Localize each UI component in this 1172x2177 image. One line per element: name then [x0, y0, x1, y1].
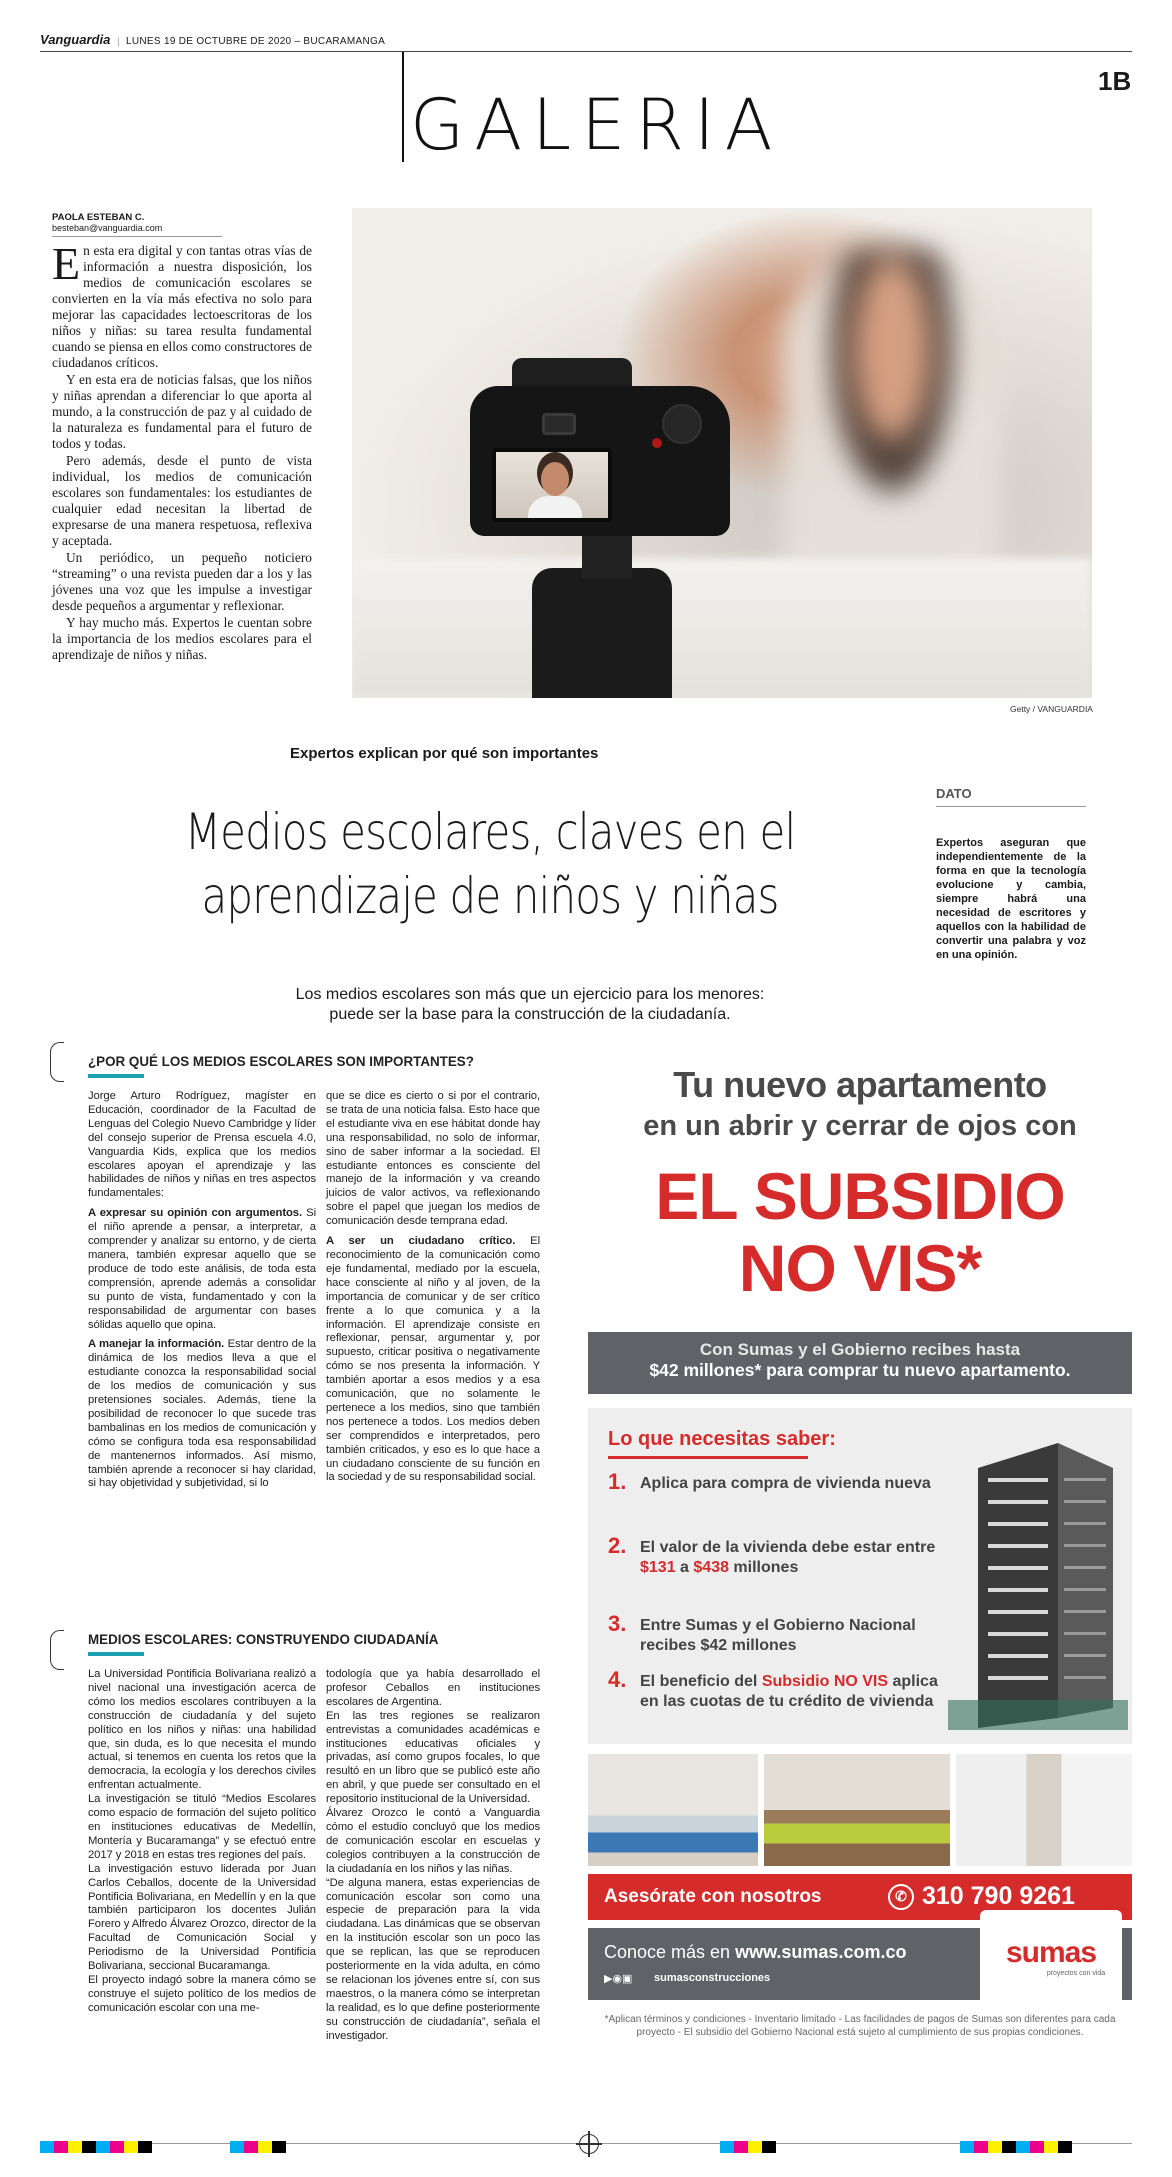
section-bracket	[50, 1042, 64, 1082]
byline-email: besteban@vanguardia.com	[52, 223, 163, 233]
sumas-advertisement[interactable]	[588, 1040, 1132, 2100]
ad-interior-photos	[588, 1754, 1132, 1866]
ad-website-line	[604, 1942, 906, 1963]
sumas-logo	[980, 1910, 1122, 2000]
section2-column-2	[326, 1668, 540, 2043]
section-bracket	[50, 1630, 64, 1670]
section2-heading: MEDIOS ESCOLARES: CONSTRUYENDO CIUDADANÍA	[88, 1632, 439, 1647]
page-number: 1B	[1098, 66, 1132, 96]
section1-column-1	[88, 1090, 316, 1491]
sumas-logo-wordmark: sumas	[1005, 1936, 1097, 1969]
ad-footer	[588, 1928, 1132, 2000]
section2-col2-p3: Álvarez Orozco le contó a Vanguardia cómo el estudio concluyó que los medios de comunicación escolar en escuelas y colegios contribuyen a la construcción de la ciudadanía en los niños y las niñas.	[326, 1807, 540, 1875]
ad-price-max: $438	[693, 1559, 729, 1576]
ad-phone-number[interactable]: 310 790 9261	[922, 1882, 1075, 1910]
color-bar-right	[720, 2140, 776, 2152]
section1-column-2	[326, 1090, 540, 1485]
headline	[129, 800, 851, 928]
ad-item-number: 4.	[608, 1667, 627, 1692]
brand-logo: Vanguardia	[40, 32, 111, 47]
section2-column-1	[88, 1668, 316, 2016]
section2-col2-p2: En las tres regiones se realizaron entrevistas a comunidades académicas e instituciones educativas oficiales y privadas, así como grupos focales, lo que resultó en un libro que se publicó este año en abril, y que puede ser consultado en el repositorio institucional de la Universidad.	[326, 1709, 540, 1806]
section-title: GALERIA	[410, 84, 783, 166]
ad-item-4	[608, 1667, 948, 1712]
section2-col1-p4: El proyecto indagó sobre la manera cómo se construye el sujeto político de los medios de comunicación escolar con una me-	[88, 1973, 316, 2014]
drop-cap: E	[52, 238, 81, 289]
ad-website-link[interactable]: www.sumas.com.co	[735, 1942, 907, 1962]
ad-item-2-text-a: El valor de la vivienda debe estar entre	[640, 1539, 936, 1556]
ad-item-2-text-b: a	[675, 1559, 694, 1576]
social-icons: ▶◉▣	[604, 1973, 633, 1985]
camera-dial	[662, 404, 702, 444]
dato-label: DATO	[936, 786, 972, 801]
subhead-ciudadano: A ser un ciudadano crítico.	[326, 1235, 516, 1248]
building-illustration	[938, 1438, 1128, 1738]
section1-heading: ¿POR QUÉ LOS MEDIOS ESCOLARES SON IMPORTANTES?	[88, 1054, 474, 1069]
headline-line-1: Medios escolares, claves en el	[184, 803, 796, 861]
screen-girl-face	[541, 462, 569, 496]
ad-item-number: 2.	[608, 1533, 627, 1558]
deck	[150, 985, 910, 1025]
ad-price-min: $131	[640, 1559, 676, 1576]
byline-author: PAOLA ESTEBAN C.	[52, 212, 145, 223]
color-bar-left-2	[230, 2140, 286, 2152]
intro-p5: Y hay mucho más. Expertos le cuentan sobre la importancia de los medios escolares para el aprendizaje de niños y niñas.	[52, 615, 312, 662]
ad-item-text	[608, 1667, 948, 1712]
intro-p4: Un periódico, un pequeño noticiero “streaming” o una revista pueden dar a los y las jóvenes una voz que les impulse a investigar desde pequeños a argumentar y reflexionar.	[52, 550, 312, 613]
dato-rule	[936, 806, 1086, 807]
section-rule	[402, 52, 404, 162]
ad-social-handle[interactable]: sumasconstrucciones	[654, 1972, 771, 1984]
subhead-manejar: A manejar la información.	[88, 1338, 225, 1351]
dato-text: Expertos aseguran que independientemente de la forma en que la tecnología evolucione y cambia, siempre habrá una necesidad de escritores y aquellos con la habilidad de convertir una palabra y voz en una opinión.	[936, 837, 1086, 961]
ad-item-1	[608, 1469, 948, 1494]
screen-girl-shirt	[528, 496, 582, 522]
deck-line-2: puede ser la base para la construcción de la ciudadanía.	[329, 1006, 731, 1023]
ad-subsidio-line-2: NO VIS*	[738, 1231, 982, 1305]
intro-p2: Y en esta era de noticias falsas, que los niños y niñas aprendan a diferenciar lo que aporta al mundo, a la construcción de paz y al cuidado de la naturaleza es fundamental para el futuro de todos y todas.	[52, 372, 312, 451]
camera-screen	[492, 448, 612, 522]
intro-p1: n esta era digital y con tantas otras vías de información a nuestra disposición, los medios de comunicación escolares se convierten en la vía más efectiva no solo para mejorar las capacidades lectoescritoras de los niños y niñas: su tarea resulta fundamental cuando se piensa en ellos como constructores de ciudadanos críticos.	[52, 243, 312, 370]
section1-accent-bar	[88, 1074, 144, 1078]
ad-item-text: Entre Sumas y el Gobierno Nacional recibes $42 millones	[640, 1617, 916, 1654]
camera-viewfinder	[542, 413, 576, 435]
byline	[52, 212, 222, 237]
camera-record-dot	[652, 438, 662, 448]
intro-text	[52, 238, 312, 664]
section1-col2-p2	[326, 1235, 540, 1485]
ad-item-2-text-c: millones	[728, 1559, 799, 1576]
camera-photo	[352, 208, 1092, 698]
ad-need-underline	[608, 1456, 808, 1459]
ad-item-2	[608, 1533, 948, 1578]
section1-col1-p2-text: Si el niño aprende a pensar, a interpretar, a comprender y analizar su entorno, y de cierta manera, también expresar aquello que se produce de todo este análisis, de toda esta comprensión, aprende además a consolidar su punto de vista, fundamentado y con la responsabilidad de argumentar con bases sólidas aquello que opina.	[88, 1207, 316, 1331]
registration-mark-icon	[579, 2134, 599, 2154]
color-bar-left	[40, 2140, 152, 2152]
ad-need-title: Lo que necesitas saber:	[608, 1428, 836, 1450]
ad-subsidio-line-1: EL SUBSIDIO	[655, 1159, 1065, 1233]
section1-col1-p3	[88, 1338, 316, 1491]
section1-col1-p3-text: Estar dentro de la dinámica de los medios lleva a que el estudiante conozca la responsabilidad social de los medios de comunicación y sus pretensiones sociales. Además, tiene la posibilidad de reconocer lo que sucede tras bambalinas en los medios de comunicación y cómo se configura toda esa responsabilidad de mantenernos informados. Así mismo, también aprende a reconocer si hay claridad, si hay objetividad y subjetividad, si lo	[88, 1338, 316, 1490]
kicker: Expertos explican por qué son importantes	[290, 745, 599, 762]
intro-p3: Pero además, desde el punto de vista individual, los medios de comunicación escolares son fundamentales: los estudiantes de cualquier edad necesitan la libertad de expresarse de una manera respetuosa, reflexiva y aceptada.	[52, 453, 312, 548]
living-room-photo	[588, 1754, 758, 1866]
ad-item-4-text-b: aplica en las cuotas de tu crédito de vivienda	[640, 1673, 938, 1710]
section1-col2-p2-text: El reconocimiento de la comunicación como eje fundamental, mediado por la escuela, hace consciente al niño y al joven, de la importancia de comunicar y de ser crítico frente a lo que comunica y a la información. El aprendizaje consiste en reflexionar, pensar, argumentar y, por supuesto, criticar positiva o negativamente cómo se nos presenta la información. Y también aportar a esos medios y a esa comunicación, que no solamente le pertenece a los medios, sino que también nos pertenece a todos. Los medios deben ser comprendidos e interpretados, pero también criticados, y eso es lo que hace a un ciudadano consciente de su función en la sociedad y de su responsabilidad social.	[326, 1235, 540, 1484]
ad-item-text	[608, 1533, 948, 1578]
masthead-divider: |	[117, 35, 120, 47]
headline-line-2: aprendizaje de niños y niñas	[201, 867, 779, 925]
section2-col1-p2: La investigación se tituló “Medios Escolares como espacio de formación del sujeto político en instituciones educativas de Medellín, Montería y Bucaramanga” y se efectuó entre 2017 y 2018 en estas tres regiones del país.	[88, 1793, 316, 1861]
ad-item-number: 1.	[608, 1469, 627, 1494]
section2-col1-p3: La investigación estuvo liderada por Juan Carlos Ceballos, docente de la Universidad Pontificia Bolivariana, en Medellín y en la que también participaron los docentes Julián Forero y Alfredo Álvarez Orozco, director de la Facultad de Comunicación Social y Periodismo de la Universidad Pontificia Bolivariana, seccional Bucaramanga.	[88, 1862, 316, 1973]
ad-item-4-text-a: El beneficio del	[640, 1673, 762, 1690]
dateline: LUNES 19 DE OCTUBRE DE 2020 – BUCARAMANGA	[126, 36, 386, 47]
color-bar-right-2	[960, 2140, 1072, 2152]
section2-col2-p1: todología que ya había desarrollado el profesor Ceballos en instituciones escolares de Argentina.	[326, 1668, 540, 1708]
blurred-girl	[782, 248, 1002, 608]
blurred-table	[352, 558, 1092, 698]
photo-credit: Getty / VANGUARDIA	[1010, 704, 1093, 714]
deck-line-1: Los medios escolares son más que un ejercicio para los menores:	[295, 986, 765, 1003]
section1-col1-p2	[88, 1207, 316, 1332]
ad-call-label: Asesórate con nosotros	[604, 1886, 822, 1907]
masthead	[40, 32, 1132, 52]
kitchen-photo	[956, 1754, 1132, 1866]
section1-col2-p1: que se dice es cierto o si por el contrario, se trata de una noticia falsa. Esto hace que el estudiante viva en ese hábitat donde hay una responsabilidad, no solo de informar, sino de saber informar a la sociedad. El estudiante entonces es consciente del manejo de la información y va creando juicios de valor activos, va reflexionando sobre el papel que juegan los medios de comunicación desde temprana edad.	[326, 1090, 540, 1228]
ad-website-prefix: Conoce más en	[604, 1942, 736, 1962]
section2-col1-p1: La Universidad Pontificia Bolivariana realizó a nivel nacional una investigación acerca de cómo los medios escolares contribuyen a la construcción de ciudadanía y del sujeto político en los niños y niñas: una habilidad que, sin duda, es lo que necesita el mundo actual, si tenemos en cuenta los retos que la democracia, la ecología y los derechos civiles enfrentan actualmente.	[88, 1668, 316, 1792]
ad-item-number: 3.	[608, 1611, 627, 1636]
whatsapp-icon: ✆	[888, 1884, 914, 1910]
ad-offer-band	[588, 1332, 1132, 1394]
ad-band-line-1: Con Sumas y el Gobierno recibes hasta	[699, 1340, 1021, 1359]
bedroom-photo	[764, 1754, 950, 1866]
ad-item-4-highlight: Subsidio NO VIS	[761, 1673, 889, 1690]
section2-accent-bar	[88, 1652, 144, 1656]
ad-info-panel	[588, 1408, 1132, 1744]
ad-legal-text: *Aplican términos y condiciones - Inventario limitado - Las facilidades de pagos de Sumas son diferentes para cada proyecto - El subsidio del Gobierno Nacional está sujeto al cumplimiento de sus propias condiciones.	[604, 2014, 1116, 2038]
subhead-expresar: A expresar su opinión con argumentos.	[88, 1207, 303, 1220]
ad-headline-subsidio	[588, 1160, 1132, 1304]
ad-band-line-2: $42 millones* para comprar tu nuevo apartamento.	[649, 1360, 1071, 1380]
ad-item-text: Aplica para compra de vivienda nueva	[640, 1475, 931, 1492]
sumas-logo-tagline: proyectos con vida	[1046, 1970, 1106, 1977]
ad-headline-2: en un abrir y cerrar de ojos con	[643, 1110, 1077, 1142]
ad-item-3	[608, 1611, 948, 1656]
section1-col1-p1: Jorge Arturo Rodríguez, magíster en Educación, coordinador de la Facultad de Lenguas del Colegio Nuevo Cambridge y líder del consejo superior de Prensa escuela 4.0, Vanguardia Kids, explica que los medios escolares apoyan el aprendizaje y las habilidades de niños y niñas en tres aspectos fundamentales:	[88, 1090, 316, 1200]
tripod	[532, 568, 672, 698]
ad-headline-1: Tu nuevo apartamento	[673, 1064, 1047, 1105]
section2-col2-p4: “De alguna manera, estas experiencias de comunicación escolar son como una especie de preparación para la vida ciudadana. Las dinámicas que se observan en la institución escolar son un poco las que se replican, las que se reproducen posteriormente en la vida adulta, en cómo se relacionan los jóvenes entre sí, con sus maestros, o la manera cómo se interpretan la realidad, es lo que define posteriormente su construcción de ciudadanía”, señala el investigador.	[326, 1876, 540, 2042]
